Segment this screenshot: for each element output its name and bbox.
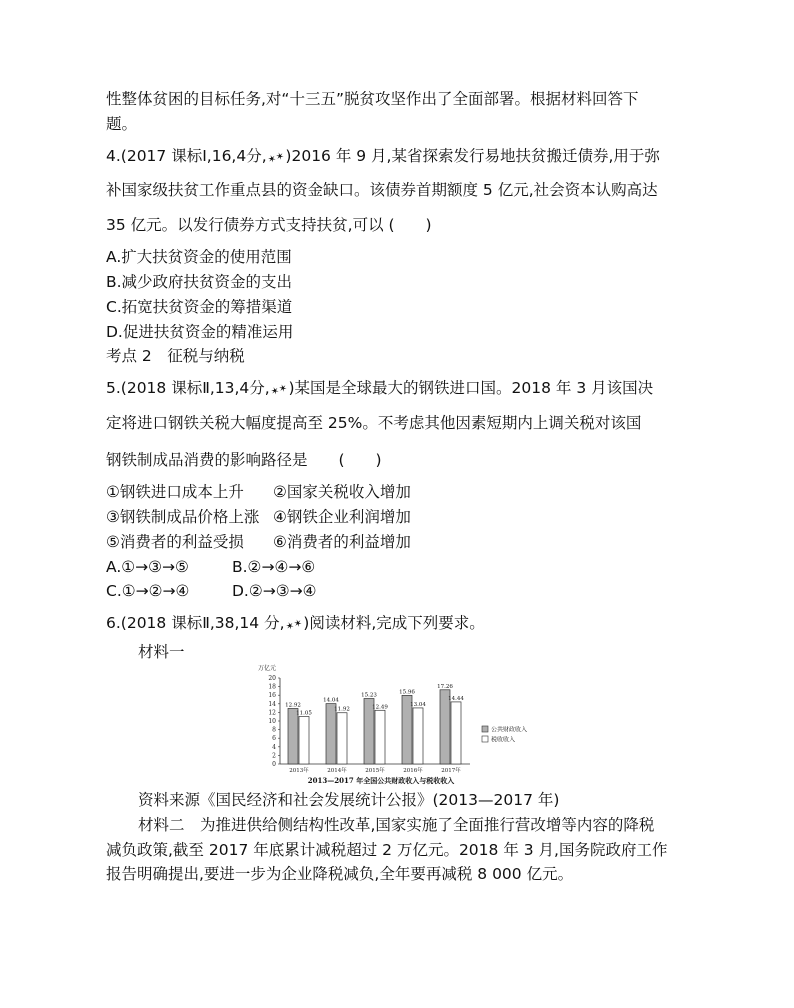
- q5-item-4: ④钢铁企业利润增加: [273, 508, 411, 526]
- material-2-line-1: 材料二 为推进供给侧结构性改革,国家实施了全面推行营改增等内容的降税: [138, 816, 655, 834]
- q5-stem-line-3: 钢铁制成品消费的影响路径是 ( ): [106, 451, 382, 469]
- bar-fiscal-revenue: [288, 708, 298, 764]
- difficulty-mark-icon: ✶✶: [269, 382, 289, 399]
- bar-value-label: 15.23: [361, 692, 377, 699]
- q5-item-6: ⑥消费者的利益增加: [273, 533, 411, 551]
- y-tick-label: 20: [268, 675, 276, 682]
- material-2-line-3: 报告明确提出,要进一步为企业降税减负,全年要再减税 8 000 亿元。: [106, 865, 574, 883]
- q5-answers-row-2: [106, 581, 317, 601]
- legend-label: 公共财政收入: [491, 726, 528, 734]
- q4-source: 4.(2017 课标Ⅰ,16,4分,: [106, 147, 267, 165]
- y-tick-label: 8: [272, 726, 276, 734]
- q5-option-a: A.①→③→⑤: [106, 558, 189, 576]
- y-tick-label: 16: [268, 692, 276, 700]
- q5-text-1: )某国是全球最大的钢铁进口国。2018 年 3 月该国决: [288, 379, 654, 397]
- bar-value-label: 13.04: [410, 701, 426, 708]
- bar-value-label: 17.26: [437, 683, 453, 690]
- q5-stem-line-1: [106, 378, 653, 401]
- q4-option-d: D.促进扶贫资金的精准运用: [106, 323, 294, 341]
- intro-line-1: 性整体贫困的目标任务,对“十三五”脱贫攻坚作出了全面部署。根据材料回答下: [106, 90, 639, 108]
- x-tick-label: 2015年: [365, 768, 385, 774]
- difficulty-mark-icon: ✶✶: [284, 617, 304, 634]
- q4-stem-line-1: [106, 146, 660, 169]
- y-tick-label: 2: [272, 752, 276, 760]
- bar-value-label: 11.05: [296, 710, 312, 717]
- bar-tax-revenue: [375, 710, 385, 764]
- x-tick-label: 2014年: [327, 768, 347, 774]
- q4-stem-line-2: 补国家级扶贫工作重点县的资金缺口。该债券首期额度 5 亿元,社会资本认购高达: [106, 181, 658, 199]
- bar-value-label: 12.49: [372, 704, 388, 711]
- q4-text-1: )2016 年 9 月,某省探索发行易地扶贫搬迁债券,用于弥: [285, 147, 660, 165]
- y-tick-label: 14: [268, 700, 276, 708]
- bar-chart: [250, 660, 550, 788]
- q6-source: 6.(2018 课标Ⅱ,38,14 分,: [106, 614, 285, 632]
- q6-text-1: )阅读材料,完成下列要求。: [303, 614, 485, 632]
- q6-stem-line-1: [106, 613, 485, 636]
- bar-tax-revenue: [337, 713, 347, 764]
- q5-items-row-1: [106, 482, 411, 502]
- bar-value-label: 14.44: [448, 695, 464, 702]
- legend-swatch: [482, 736, 488, 742]
- legend-label: 税收收入: [491, 736, 516, 744]
- data-source: 资料来源《国民经济和社会发展统计公报》(2013—2017 年): [138, 791, 560, 809]
- q5-option-c: C.①→②→④: [106, 582, 190, 600]
- q5-source: 5.(2018 课标Ⅱ,13,4分,: [106, 379, 270, 397]
- legend-swatch: [482, 726, 488, 732]
- bar-tax-revenue: [413, 708, 423, 764]
- section-heading: 考点 2 征税与纳税: [106, 347, 245, 365]
- x-tick-label: 2016年: [403, 768, 423, 774]
- q4-stem-line-3: 35 亿元。以发行债券方式支持扶贫,可以 ( ): [106, 216, 432, 234]
- q5-item-5: ⑤消费者的利益受损: [106, 533, 244, 551]
- y-tick-label: 18: [268, 683, 276, 691]
- bar-value-label: 11.92: [334, 706, 350, 713]
- y-tick-label: 4: [272, 743, 276, 751]
- q5-item-2: ②国家关税收入增加: [273, 483, 411, 501]
- q4-option-c: C.拓宽扶贫资金的筹措渠道: [106, 298, 293, 316]
- q5-answers-row-1: [106, 557, 315, 577]
- difficulty-mark-icon: ✶✶: [266, 150, 286, 167]
- intro-line-2: 题。: [106, 115, 138, 133]
- q5-option-d: D.②→③→④: [232, 582, 317, 600]
- bar-value-label: 12.92: [285, 702, 301, 709]
- material-1-label: 材料一: [138, 643, 185, 661]
- q4-option-a: A.扩大扶贫资金的使用范围: [106, 248, 292, 266]
- chart-title: 2013—2017 年全国公共财政收入与税收收入: [307, 776, 455, 785]
- bar-value-label: 15.96: [399, 689, 415, 696]
- q5-option-b: B.②→④→⑥: [232, 558, 316, 576]
- chart-svg: [250, 660, 550, 788]
- q5-item-3: ③钢铁制成品价格上涨: [106, 508, 260, 526]
- y-tick-label: 0: [272, 761, 276, 768]
- y-tick-label: 6: [272, 735, 276, 743]
- y-axis-unit-label: 万亿元: [258, 665, 277, 672]
- x-tick-label: 2013年: [289, 768, 309, 774]
- q5-items-row-3: [106, 532, 411, 552]
- bar-tax-revenue: [451, 702, 461, 764]
- bar-tax-revenue: [299, 716, 309, 764]
- q5-item-1: ①钢铁进口成本上升: [106, 483, 244, 501]
- x-tick-label: 2017年: [441, 768, 461, 774]
- q5-items-row-2: [106, 507, 411, 527]
- material-2-line-2: 减负政策,截至 2017 年底累计减税超过 2 万亿元。2018 年 3 月,国务院政府工作: [106, 841, 668, 859]
- bar-value-label: 14.04: [323, 697, 339, 704]
- q5-stem-line-2: 定将进口钢铁关税大幅度提高至 25%。不考虑其他因素短期内上调关税对该国: [106, 414, 642, 432]
- q4-option-b: B.减少政府扶贫资金的支出: [106, 273, 293, 291]
- y-tick-label: 12: [268, 709, 276, 717]
- y-tick-label: 10: [268, 718, 276, 725]
